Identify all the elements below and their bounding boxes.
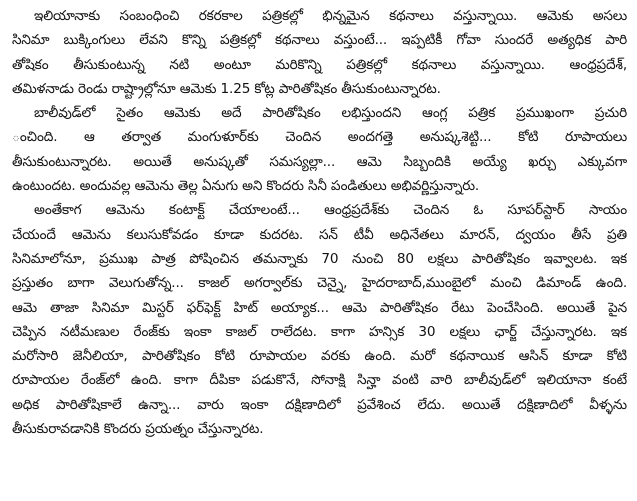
text-line: చేయందే ఆమెను కలుసుకోవడం కూడా కుదరట. సన్ టీవీ అధినేతలు మారన్, ద్వయం తీసే ప్రతి [12, 226, 627, 243]
text-line: ప్రస్తుతం బాగా వెలుగుతోన్న... కాజల్ అగర్వాల్‌కు చెన్నై, హైదరాబాద్,ముంబైలో మంచి డిమాండ్ ఉంది. [12, 275, 627, 292]
paragraph-3 [12, 198, 627, 441]
text-line: ఇలియానాకు సంబంధించి రకరకాల పత్రికల్లో భిన్నమైన కథనాలు వస్తున్నాయి. ఆమెకు అసలు [34, 8, 627, 24]
text-line: ంచింది. ఆ తర్వాత మంగుళూర్‌కు చెందిన అందగత్తె అనుష్కశెట్టి... కోటి రూపాయలు [12, 129, 627, 146]
text-line: తీసుకురావడానికి కొందరు ప్రయత్నం చేస్తున్నారట. [12, 421, 264, 438]
paragraph-1 [12, 4, 627, 101]
text-line: సినిమాలోనూ, ప్రముఖ పాత్ర పోషించిన తమన్నాకు 70 నుంచి 80 లక్షలు పారితోషికం ఇవ్వాలట. ఇక [12, 250, 627, 267]
text-line: రూపాయల రేంజ్‌లో ఉంది. కాగా దీపికా పడుకొనే, సోనాక్షి సిన్హా వంటి వారి బాలీవుడ్‌లో ఇలియానా కంటే [12, 372, 627, 389]
text-line: తోషికం తీసుకుంటున్న నటి అంటూ మరికొన్ని పత్రికల్లో కథనాలు వస్తున్నాయి. ఆంధ్రప్రదేశ్, [12, 56, 627, 73]
text-line: అధిక పారితోషికాలే ఉన్నా... వారు ఇంకా దక్షిణాదిలో ప్రవేశించ లేదు. అయితే దక్షిణాదిలో వీళ్ళను [12, 396, 627, 413]
paragraph-2 [12, 101, 627, 198]
text-line: చెప్పిన నటీమణుల రేంజ్‌కు ఇంకా కాజల్ రాలేదట. కాగా హన్సిక 30 లక్షలు ఛార్జ్ చేస్తున్నారట. ఇక [12, 323, 627, 340]
text-line: సినిమా బుక్కింగులు లేవని కొన్ని పత్రికల్లో కథనాలు వస్తుంటే... ఇప్పటికీ గోవా సుందరే అత్యధిక పారి [12, 32, 627, 49]
text-line: తమిళనాడు రెండు రాష్ట్రాల్లోనూ ఆమెకు 1.25 కోట్ల పారితోషికం తీసుకుంటున్నారట. [12, 80, 441, 97]
text-line: తీసుకుంటున్నారట. అయితే అనుష్కతో సమస్యల్లా... ఆమె సిబ్బందికి అయ్యే ఖర్చు ఎక్కువగా [12, 153, 627, 170]
text-line: బాలీవుడ్‌లో సైతం ఆమెకు అదే పారితోషికం లభిస్తుందని ఆంగ్ల పత్రిక ప్రముఖంగా ప్రచురి [34, 105, 627, 122]
text-line: మరోసారి జెనీలియా, పారితోషికం కోటి రూపాయల వరకు ఉంది. మరో కథనాయిక ఆసిన్ కూడా కోటి [12, 348, 627, 365]
text-line: అంతేకాగ ఆమెను కంటాక్ట్ చేయాలంటే... ఆంధ్రప్రదేశ్‌కు చెందిన ఓ సూపర్‌స్టార్ సాయం [34, 202, 627, 219]
text-line: ఉంటుందట. అందువల్ల ఆమెను తెల్ల ఏనుగు అని కొందరు సినీ పండితులు అభివర్ణిస్తున్నారు. [12, 178, 480, 195]
text-line: ఆమె తాజా సినిమా మిస్టర్ ఫర్‌ఫెక్ట్ హిట్ అయ్యాక... ఆమె పారితోషికం రేటు పెంచేసింది. అయితే పైన [12, 299, 627, 316]
